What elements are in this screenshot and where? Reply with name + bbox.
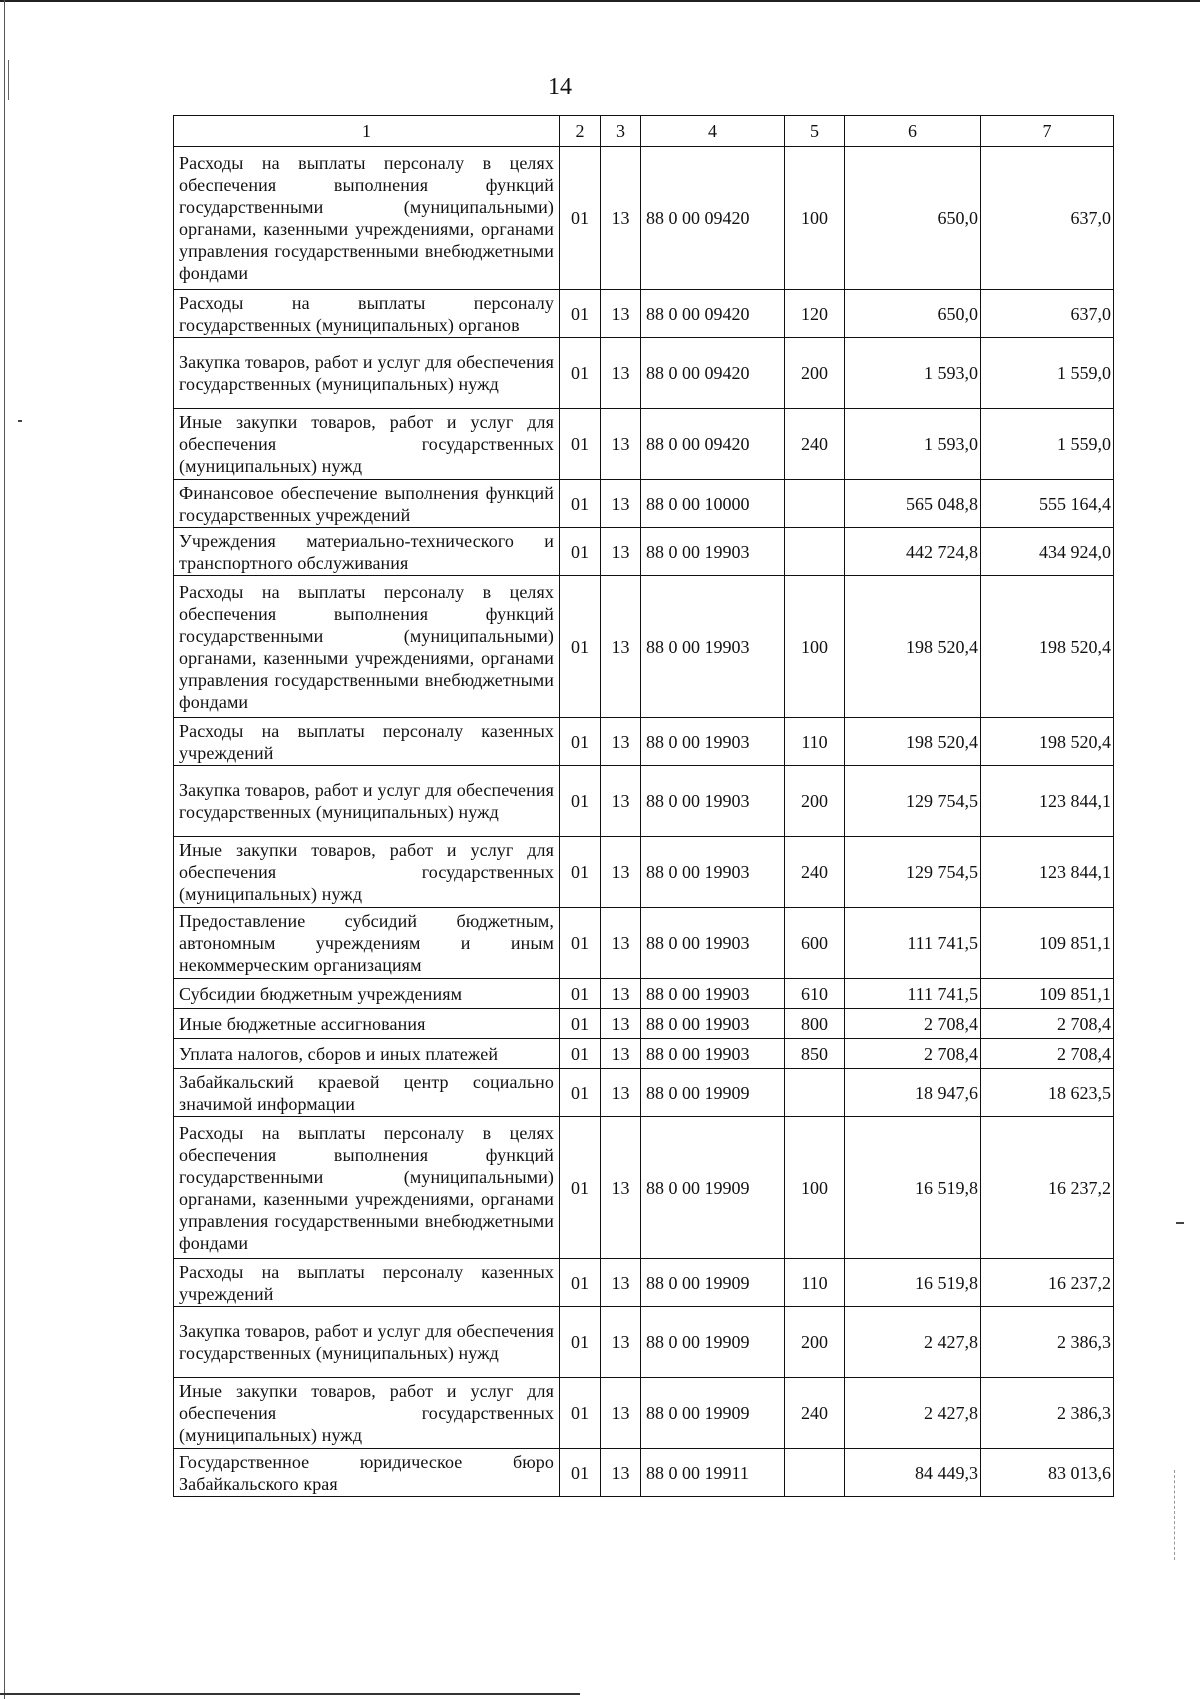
row-section: 01 xyxy=(560,409,601,480)
row-amount-1: 2 427,8 xyxy=(845,1307,981,1378)
row-name: Закупка товаров, работ и услуг для обеспечения государственных (муниципальных) нужд xyxy=(174,1307,560,1378)
row-section: 01 xyxy=(560,576,601,718)
row-amount-2: 83 013,6 xyxy=(981,1449,1114,1497)
row-subsection: 13 xyxy=(601,1039,641,1069)
row-amount-1: 16 519,8 xyxy=(845,1259,981,1307)
row-expense-type: 240 xyxy=(785,837,845,908)
row-amount-1: 2 708,4 xyxy=(845,1009,981,1039)
table-row xyxy=(174,480,1114,528)
row-expense-type: 100 xyxy=(785,147,845,290)
row-amount-2: 2 708,4 xyxy=(981,1039,1114,1069)
row-name: Субсидии бюджетным учреждениям xyxy=(174,979,560,1009)
table-row xyxy=(174,1069,1114,1117)
budget-table xyxy=(173,115,1114,1497)
row-subsection: 13 xyxy=(601,1117,641,1259)
row-section: 01 xyxy=(560,766,601,837)
row-amount-1: 16 519,8 xyxy=(845,1117,981,1259)
row-subsection: 13 xyxy=(601,1069,641,1117)
table-row xyxy=(174,1259,1114,1307)
table-row xyxy=(174,1378,1114,1449)
table-body xyxy=(174,147,1114,1497)
row-subsection: 13 xyxy=(601,1378,641,1449)
row-amount-2: 637,0 xyxy=(981,147,1114,290)
row-target-code: 88 0 00 19903 xyxy=(641,1009,785,1039)
row-amount-2: 16 237,2 xyxy=(981,1259,1114,1307)
row-amount-2: 123 844,1 xyxy=(981,766,1114,837)
row-section: 01 xyxy=(560,147,601,290)
budget-table-container xyxy=(173,115,1113,1497)
row-expense-type: 610 xyxy=(785,979,845,1009)
row-name: Забайкальский краевой центр социально значимой информации xyxy=(174,1069,560,1117)
row-amount-1: 2 708,4 xyxy=(845,1039,981,1069)
header-col-4: 4 xyxy=(641,116,785,147)
row-amount-2: 1 559,0 xyxy=(981,338,1114,409)
row-expense-type: 110 xyxy=(785,1259,845,1307)
row-expense-type xyxy=(785,1069,845,1117)
table-row xyxy=(174,1039,1114,1069)
row-target-code: 88 0 00 19909 xyxy=(641,1378,785,1449)
table-row xyxy=(174,576,1114,718)
row-expense-type: 200 xyxy=(785,338,845,409)
row-amount-1: 198 520,4 xyxy=(845,718,981,766)
row-target-code: 88 0 00 19909 xyxy=(641,1307,785,1378)
row-amount-1: 2 427,8 xyxy=(845,1378,981,1449)
row-expense-type: 120 xyxy=(785,290,845,338)
row-amount-1: 1 593,0 xyxy=(845,409,981,480)
row-amount-1: 129 754,5 xyxy=(845,837,981,908)
row-name: Предоставление субсидий бюджетным, автономным учреждениям и иным некоммерческим организациям xyxy=(174,908,560,979)
row-subsection: 13 xyxy=(601,718,641,766)
row-expense-type: 200 xyxy=(785,1307,845,1378)
row-target-code: 88 0 00 09420 xyxy=(641,147,785,290)
row-amount-2: 2 708,4 xyxy=(981,1009,1114,1039)
row-target-code: 88 0 00 09420 xyxy=(641,409,785,480)
row-target-code: 88 0 00 09420 xyxy=(641,338,785,409)
row-expense-type: 600 xyxy=(785,908,845,979)
row-target-code: 88 0 00 19909 xyxy=(641,1259,785,1307)
row-amount-2: 109 851,1 xyxy=(981,979,1114,1009)
row-section: 01 xyxy=(560,1009,601,1039)
row-amount-2: 123 844,1 xyxy=(981,837,1114,908)
table-row xyxy=(174,908,1114,979)
row-section: 01 xyxy=(560,1069,601,1117)
row-target-code: 88 0 00 19909 xyxy=(641,1117,785,1259)
row-section: 01 xyxy=(560,338,601,409)
row-subsection: 13 xyxy=(601,766,641,837)
row-name: Иные закупки товаров, работ и услуг для обеспечения государственных (муниципальных) нужд xyxy=(174,837,560,908)
table-row xyxy=(174,1449,1114,1497)
row-subsection: 13 xyxy=(601,576,641,718)
table-row xyxy=(174,1117,1114,1259)
row-subsection: 13 xyxy=(601,908,641,979)
row-expense-type: 800 xyxy=(785,1009,845,1039)
table-row xyxy=(174,766,1114,837)
row-name: Расходы на выплаты персоналу казенных учреждений xyxy=(174,718,560,766)
row-expense-type: 240 xyxy=(785,409,845,480)
row-name: Расходы на выплаты персоналу казенных учреждений xyxy=(174,1259,560,1307)
row-amount-1: 111 741,5 xyxy=(845,979,981,1009)
row-target-code: 88 0 00 19903 xyxy=(641,837,785,908)
header-col-1: 1 xyxy=(174,116,560,147)
scan-mark-right xyxy=(1174,1470,1176,1560)
row-section: 01 xyxy=(560,290,601,338)
row-name: Закупка товаров, работ и услуг для обеспечения государственных (муниципальных) нужд xyxy=(174,338,560,409)
row-section: 01 xyxy=(560,480,601,528)
row-section: 01 xyxy=(560,1117,601,1259)
row-amount-2: 198 520,4 xyxy=(981,718,1114,766)
row-section: 01 xyxy=(560,528,601,576)
row-name: Расходы на выплаты персоналу государственных (муниципальных) органов xyxy=(174,290,560,338)
header-col-5: 5 xyxy=(785,116,845,147)
table-row xyxy=(174,718,1114,766)
row-expense-type: 110 xyxy=(785,718,845,766)
row-amount-2: 16 237,2 xyxy=(981,1117,1114,1259)
row-target-code: 88 0 00 09420 xyxy=(641,290,785,338)
table-row xyxy=(174,979,1114,1009)
row-expense-type: 850 xyxy=(785,1039,845,1069)
header-col-2: 2 xyxy=(560,116,601,147)
row-amount-2: 1 559,0 xyxy=(981,409,1114,480)
row-subsection: 13 xyxy=(601,480,641,528)
row-name: Расходы на выплаты персоналу в целях обеспечения выполнения функций государственными (муниципальными) органами, казенными учреждениями, органами управления государственными внебюджетными фондами xyxy=(174,147,560,290)
row-name: Уплата налогов, сборов и иных платежей xyxy=(174,1039,560,1069)
row-subsection: 13 xyxy=(601,837,641,908)
row-name: Расходы на выплаты персоналу в целях обеспечения выполнения функций государственными (муниципальными) органами, казенными учреждениями, органами управления государственными внебюджетными фондами xyxy=(174,1117,560,1259)
table-row xyxy=(174,290,1114,338)
row-amount-1: 198 520,4 xyxy=(845,576,981,718)
scan-speck xyxy=(18,420,22,422)
row-subsection: 13 xyxy=(601,1307,641,1378)
row-target-code: 88 0 00 19909 xyxy=(641,1069,785,1117)
row-amount-2: 18 623,5 xyxy=(981,1069,1114,1117)
scan-speck xyxy=(1176,1222,1184,1224)
row-target-code: 88 0 00 19911 xyxy=(641,1449,785,1497)
row-section: 01 xyxy=(560,1378,601,1449)
row-section: 01 xyxy=(560,1259,601,1307)
row-section: 01 xyxy=(560,908,601,979)
row-name: Учреждения материально-технического и транспортного обслуживания xyxy=(174,528,560,576)
row-amount-2: 109 851,1 xyxy=(981,908,1114,979)
row-subsection: 13 xyxy=(601,1009,641,1039)
row-target-code: 88 0 00 19903 xyxy=(641,908,785,979)
row-subsection: 13 xyxy=(601,1259,641,1307)
row-target-code: 88 0 00 19903 xyxy=(641,576,785,718)
row-amount-1: 111 741,5 xyxy=(845,908,981,979)
row-name: Расходы на выплаты персоналу в целях обеспечения выполнения функций государственными (муниципальными) органами, казенными учреждениями, органами управления государственными внебюджетными фондами xyxy=(174,576,560,718)
row-section: 01 xyxy=(560,718,601,766)
row-amount-1: 442 724,8 xyxy=(845,528,981,576)
row-name: Иные бюджетные ассигнования xyxy=(174,1009,560,1039)
row-section: 01 xyxy=(560,979,601,1009)
row-amount-1: 650,0 xyxy=(845,147,981,290)
row-subsection: 13 xyxy=(601,147,641,290)
row-target-code: 88 0 00 19903 xyxy=(641,718,785,766)
row-subsection: 13 xyxy=(601,409,641,480)
row-amount-1: 84 449,3 xyxy=(845,1449,981,1497)
row-amount-1: 565 048,8 xyxy=(845,480,981,528)
row-amount-1: 1 593,0 xyxy=(845,338,981,409)
row-amount-2: 434 924,0 xyxy=(981,528,1114,576)
table-row xyxy=(174,147,1114,290)
row-amount-2: 2 386,3 xyxy=(981,1378,1114,1449)
row-expense-type xyxy=(785,480,845,528)
row-subsection: 13 xyxy=(601,338,641,409)
row-amount-2: 555 164,4 xyxy=(981,480,1114,528)
row-amount-2: 2 386,3 xyxy=(981,1307,1114,1378)
table-row xyxy=(174,528,1114,576)
row-target-code: 88 0 00 19903 xyxy=(641,1039,785,1069)
header-col-7: 7 xyxy=(981,116,1114,147)
row-expense-type xyxy=(785,1449,845,1497)
row-expense-type: 200 xyxy=(785,766,845,837)
header-col-3: 3 xyxy=(601,116,641,147)
row-target-code: 88 0 00 10000 xyxy=(641,480,785,528)
row-amount-2: 637,0 xyxy=(981,290,1114,338)
header-col-6: 6 xyxy=(845,116,981,147)
row-subsection: 13 xyxy=(601,1449,641,1497)
row-name: Финансовое обеспечение выполнения функций государственных учреждений xyxy=(174,480,560,528)
row-expense-type xyxy=(785,528,845,576)
row-amount-1: 129 754,5 xyxy=(845,766,981,837)
scan-border-left xyxy=(4,0,5,1699)
table-row xyxy=(174,837,1114,908)
row-name: Иные закупки товаров, работ и услуг для обеспечения государственных (муниципальных) нужд xyxy=(174,409,560,480)
row-expense-type: 100 xyxy=(785,1117,845,1259)
row-section: 01 xyxy=(560,1039,601,1069)
row-target-code: 88 0 00 19903 xyxy=(641,979,785,1009)
row-name: Государственное юридическое бюро Забайкальского края xyxy=(174,1449,560,1497)
row-amount-1: 18 947,6 xyxy=(845,1069,981,1117)
table-row xyxy=(174,338,1114,409)
table-row xyxy=(174,409,1114,480)
row-subsection: 13 xyxy=(601,979,641,1009)
row-target-code: 88 0 00 19903 xyxy=(641,766,785,837)
row-subsection: 13 xyxy=(601,528,641,576)
row-name: Закупка товаров, работ и услуг для обеспечения государственных (муниципальных) нужд xyxy=(174,766,560,837)
row-subsection: 13 xyxy=(601,290,641,338)
table-header-row xyxy=(174,116,1114,147)
row-section: 01 xyxy=(560,1449,601,1497)
scan-border-bottom xyxy=(0,1693,580,1695)
row-expense-type: 100 xyxy=(785,576,845,718)
page-number: 14 xyxy=(548,74,572,100)
scan-border-top xyxy=(0,0,1200,2)
row-section: 01 xyxy=(560,1307,601,1378)
row-amount-2: 198 520,4 xyxy=(981,576,1114,718)
row-expense-type: 240 xyxy=(785,1378,845,1449)
row-amount-1: 650,0 xyxy=(845,290,981,338)
row-section: 01 xyxy=(560,837,601,908)
row-name: Иные закупки товаров, работ и услуг для обеспечения государственных (муниципальных) нужд xyxy=(174,1378,560,1449)
table-row xyxy=(174,1307,1114,1378)
row-target-code: 88 0 00 19903 xyxy=(641,528,785,576)
table-row xyxy=(174,1009,1114,1039)
